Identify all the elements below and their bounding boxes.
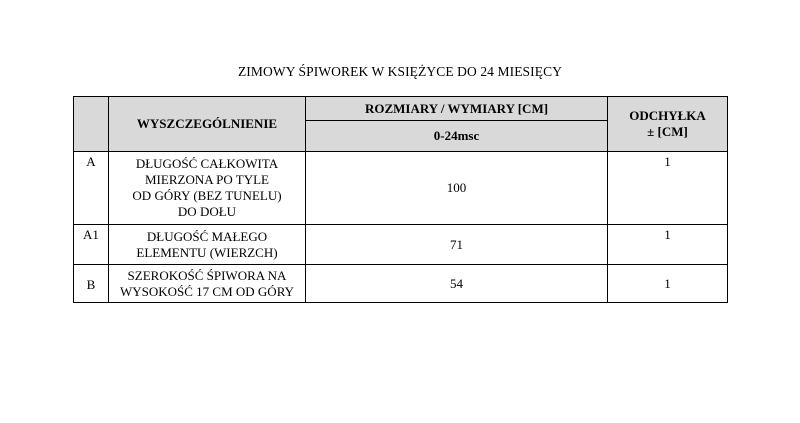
size-0-24-header: 0-24msc (306, 121, 608, 152)
table-row (74, 152, 728, 225)
row-tolerance-cell: 1 (608, 265, 728, 303)
tolerance-column-header (608, 97, 728, 152)
row-id-cell: B (74, 265, 109, 303)
description-line: OD GÓRY (BEZ TUNELU) (132, 188, 282, 203)
row-value-cell: 54 (306, 265, 608, 303)
tolerance-header-line-1: ODCHYŁKA (629, 108, 706, 123)
description-column-header: WYSZCZEGÓLNIENIE (109, 97, 306, 152)
specification-table (73, 96, 728, 303)
description-line: DO DOŁU (177, 204, 237, 219)
header-row-1 (74, 97, 728, 121)
row-id-cell: A1 (74, 225, 109, 265)
description-line: DŁUGOŚĆ MAŁEGO (146, 228, 268, 244)
row-value-cell: 100 (306, 152, 608, 225)
description-line: WYSOKOŚĆ 17 CM OD GÓRY (119, 283, 295, 299)
table-row (74, 265, 728, 303)
id-column-header (74, 97, 109, 152)
row-description-cell (109, 152, 306, 225)
tolerance-header-line-2: ± [CM] (647, 124, 688, 139)
document-title: ZIMOWY ŚPIWOREK W KSIĘŻYCE DO 24 MIESIĘCY (237, 64, 563, 79)
row-description-cell (109, 265, 306, 303)
row-tolerance-cell: 1 (608, 152, 728, 225)
description-line: SZEROKOŚĆ ŚPIWORA NA (127, 267, 287, 283)
row-description-cell (109, 225, 306, 265)
description-line: DŁUGOŚĆ CAŁKOWITA (135, 156, 279, 171)
row-id-cell: A (74, 152, 109, 225)
table-row (74, 225, 728, 265)
row-tolerance-cell: 1 (608, 225, 728, 265)
description-line: MIERZONA PO TYLE (145, 172, 269, 187)
description-line: ELEMENTU (WIERZCH) (136, 244, 278, 260)
row-value-cell: 71 (306, 225, 608, 265)
sizes-column-header: ROZMIARY / WYMIARY [CM] (306, 97, 608, 121)
